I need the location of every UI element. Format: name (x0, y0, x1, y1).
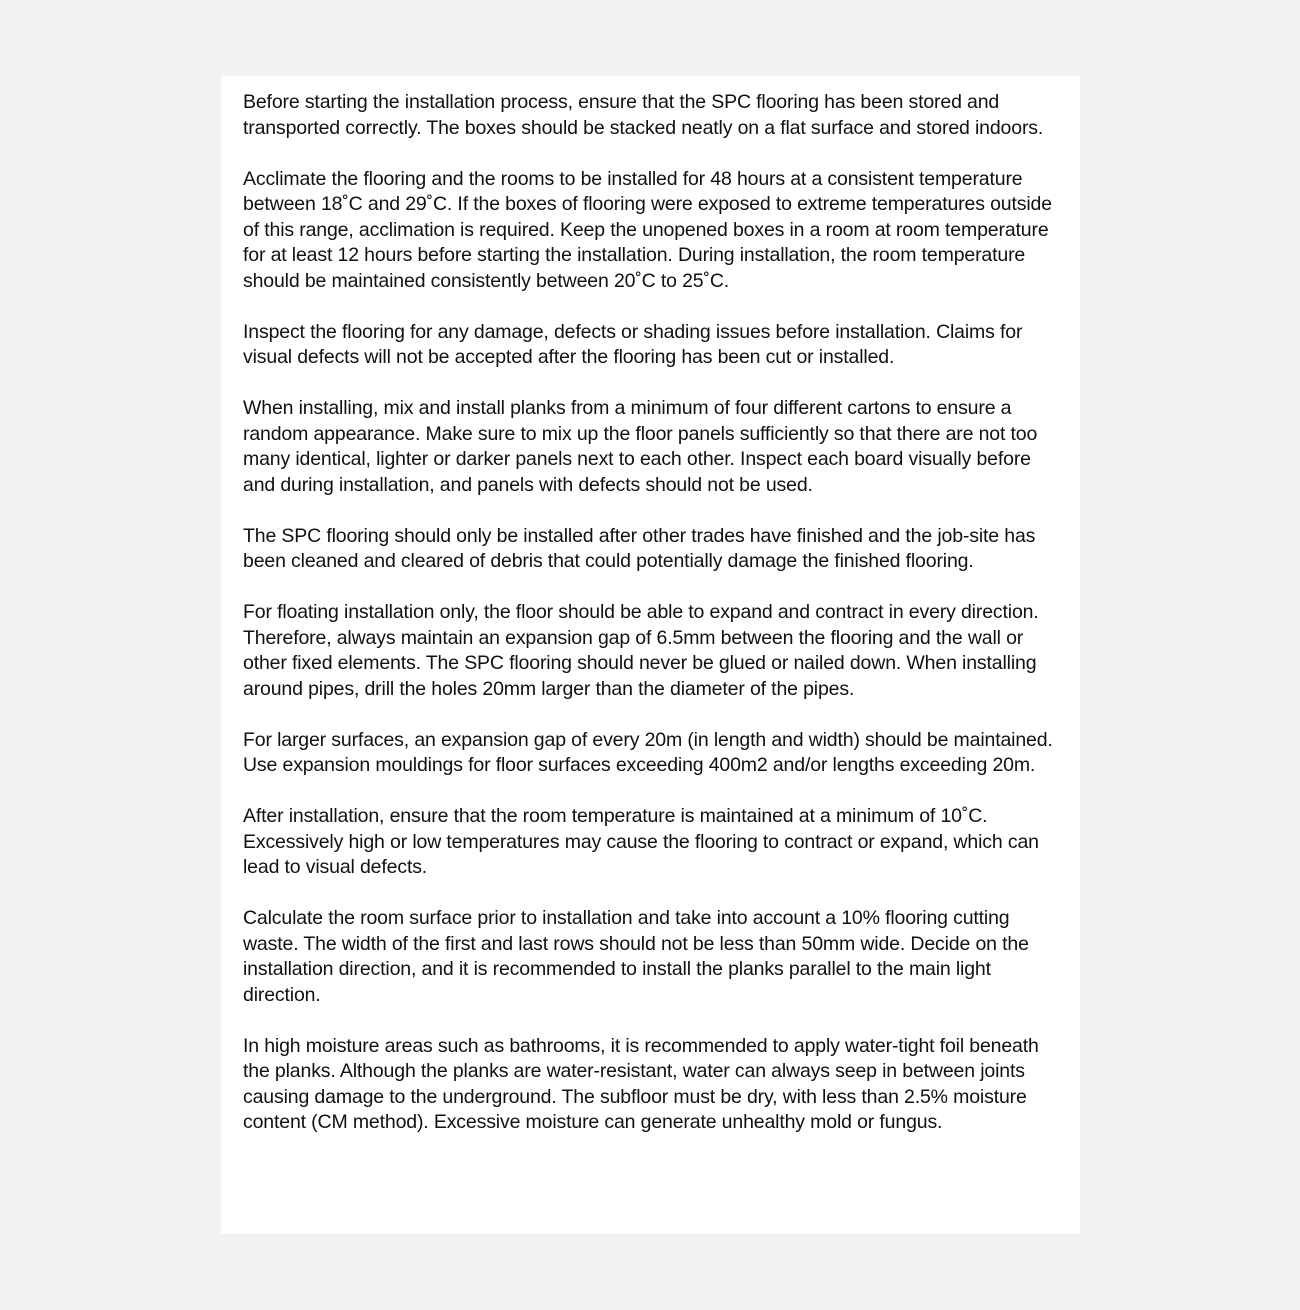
paragraph-larger-surfaces: For larger surfaces, an expansion gap of every 20m (in length and width) should be maintained. Use expansion mouldings for floor surfaces exceeding 400m2 and/or lengths exceeding 20m. (243, 728, 1053, 776)
paragraph-after-installation: After installation, ensure that the room temperature is maintained at a minimum of 10˚C. Excessively high or low temperatures may cause the flooring to contract or expand, which can lead to visual defects. (243, 805, 1039, 878)
paragraph-inspection: Inspect the flooring for any damage, defects or shading issues before installation. Claims for visual defects will not be accepted after the flooring has been cut or installed. (243, 320, 1023, 368)
paragraph-acclimation: Acclimate the flooring and the rooms to be installed for 48 hours at a consistent temperature between 18˚C and 29˚C. If the boxes of flooring were exposed to extreme temperatures outside of this range, acclimation is required. Keep the unopened boxes in a room at room temperature for at least 12 hours before starting the installation. During installation, the room temperature should be maintained consistently between 20˚C to 25˚C. (243, 167, 1052, 292)
document-page (221, 76, 1080, 1234)
paragraph-storage: Before starting the installation process, ensure that the SPC flooring has been stored and transported correctly. The boxes should be stacked neatly on a flat surface and stored indoors. (243, 91, 1044, 139)
paragraph-room-surface: Calculate the room surface prior to installation and take into account a 10% flooring cutting waste. The width of the first and last rows should not be less than 50mm wide. Decide on the installation direction, and it is recommended to install the planks parallel to the main light direction. (243, 907, 1029, 1006)
paragraph-mixing: When installing, mix and install planks from a minimum of four different cartons to ensure a random appearance. Make sure to mix up the floor panels sufficiently so that there are not too many identical, lighter or darker panels next to each other. Inspect each board visually before and during installation, and panels with defects should not be used. (243, 397, 1038, 496)
paragraph-moisture: In high moisture areas such as bathrooms, it is recommended to apply water-tight foil beneath the planks. Although the planks are water-resistant, water can always seep in between joints causing damage to the underground. The subfloor must be dry, with less than 2.5% moisture content (CM method). Excessive moisture can generate unhealthy mold or fungus. (243, 1034, 1039, 1133)
paragraph-job-site: The SPC flooring should only be installed after other trades have finished and the job-site has been cleaned and cleared of debris that could potentially damage the finished flooring. (243, 524, 1036, 572)
paragraph-floating-installation: For floating installation only, the floor should be able to expand and contract in every direction. Therefore, always maintain an expansion gap of 6.5mm between the flooring and the wall or other fixed elements. The SPC flooring should never be glued or nailed down. When installing around pipes, drill the holes 20mm larger than the diameter of the pipes. (243, 601, 1039, 700)
